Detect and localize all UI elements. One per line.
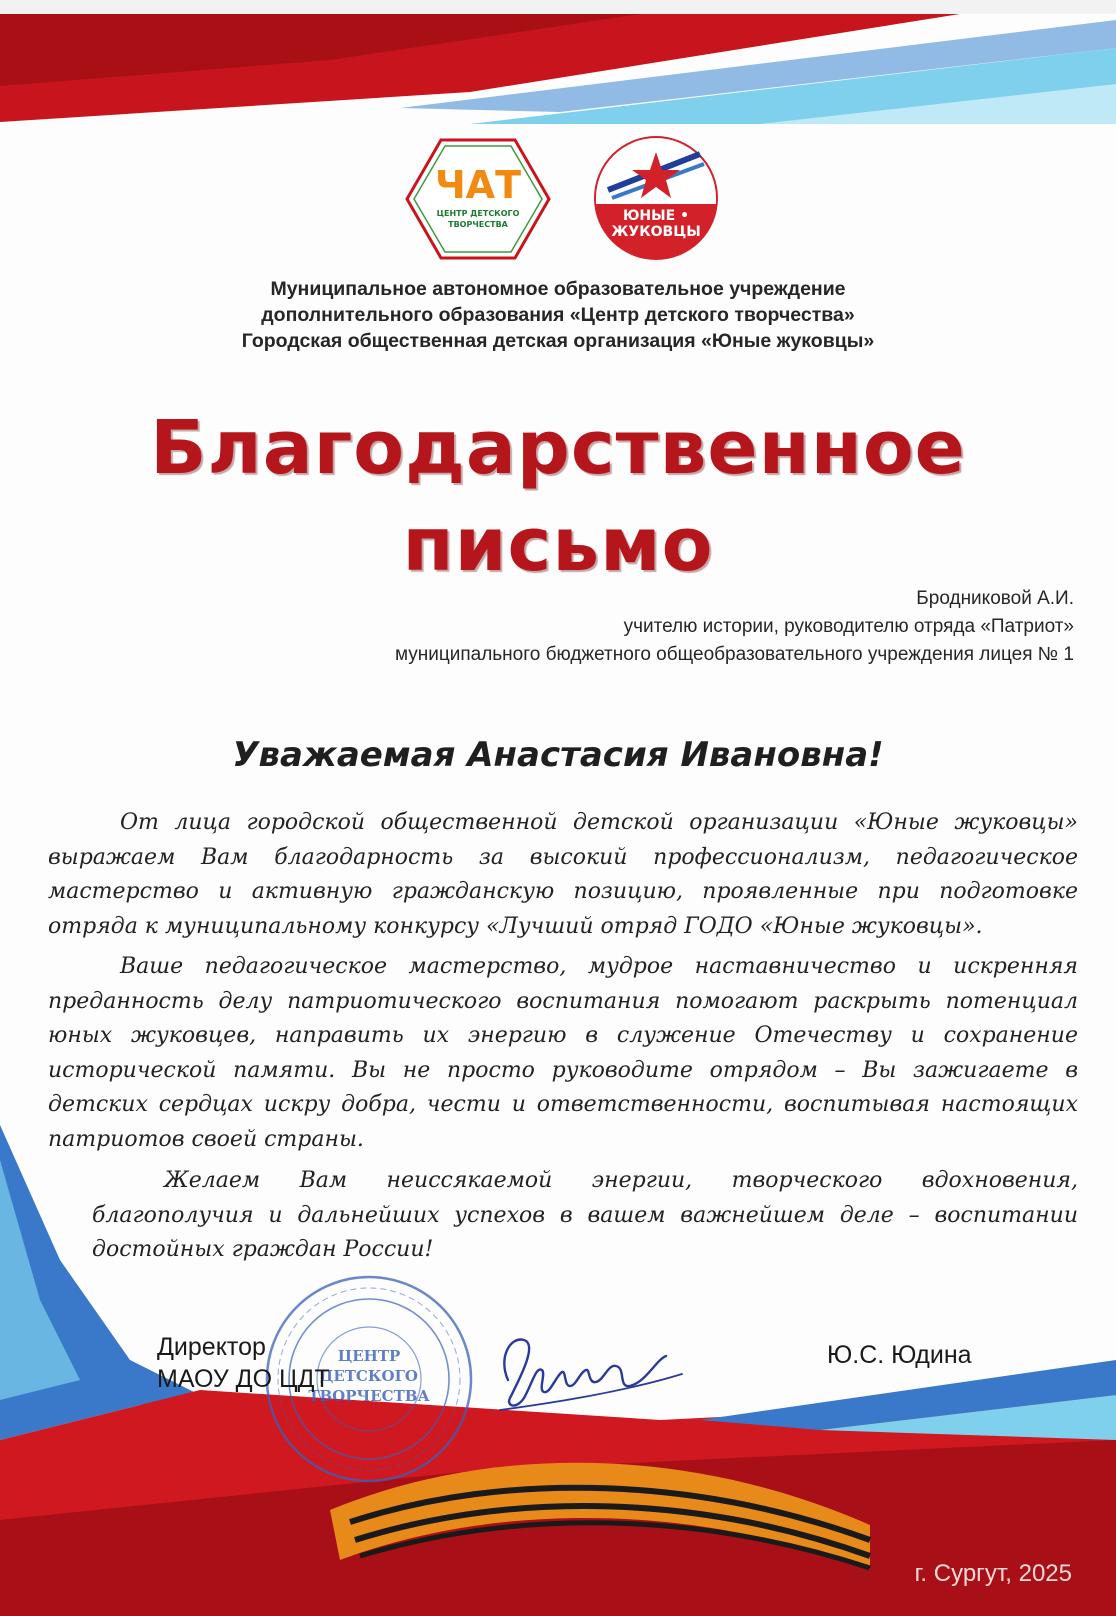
body-paragraph-2: Ваше педагогическое мастерство, мудрое наставничество и искренняя преданность делу патриотического воспитания помогают раскрыть потенциал юных жуковцев, направить их энергию в служение Отечеству и сохранение исторической памяти. Вы не просто руководите отрядом – Вы зажигаете в детских сердцах искру добра, чести и ответственности, воспитывая настоящих патриотов своей страны. [48,954,1078,1152]
signature [480,1318,690,1428]
svg-text:ЮНЫЕ •: ЮНЫЕ • [622,208,690,224]
director-organization: МАОУ ДО ЦДТ [157,1365,330,1393]
city-year: г. Сургут, 2025 [914,1560,1072,1587]
svg-text:ЧАТ: ЧАТ [434,163,522,207]
body-paragraph-1: От лица городской общественной детской организации «Юные жуковцы» выражаем Вам благодарность за высокий профессионализм, педагогическое мастерство и активную гражданскую позицию, проявленные при подготовке отряда к муниципальному конкурсу «Лучший отряд ГОДО «Юные жуковцы». [48,810,1078,939]
director-name: Ю.С. Юдина [827,1341,972,1369]
svg-text:ЦЕНТР ДЕТСКОГО: ЦЕНТР ДЕТСКОГО [436,209,520,218]
recipient-institution: муниципального бюджетного общеобразовательного учреждения лицея № 1 [394,644,1074,665]
header-line-2: дополнительного образования «Центр детского творчества» [261,304,855,326]
svg-text:ЖУКОВЦЫ: ЖУКОВЦЫ [611,224,701,240]
director-role: Директор [157,1333,266,1361]
director-title [157,1331,330,1395]
yunye-zhukovtsy-logo [590,132,722,264]
greeting: Уважаемая Анастасия Ивановна! [232,735,884,775]
svg-text:ЦЕНТР: ЦЕНТР [337,1347,401,1365]
recipient-position: учителю истории, руководителю отряда «Патриот» [623,616,1074,637]
header-line-3: Городская общественная детская организация «Юные жуковцы» [241,330,875,352]
document-title: Благодарственное [150,405,966,491]
header-line-1: Муниципальное автономное образовательное учреждение [270,278,846,300]
body-paragraph-3: Желаем Вам неиссякаемой энергии, творческого вдохновения, благополучия и дальнейших успехов в вашем важнейшем деле – воспитании достойных граждан России! [92,1168,1078,1262]
svg-text:ТВОРЧЕСТВА: ТВОРЧЕСТВА [448,220,508,229]
document-title-line2: письмо [402,502,714,588]
recipient-name: Бродниковой А.И. [916,588,1074,609]
cdt-logo [405,136,551,262]
svg-text:ТВОРЧЕСТВА: ТВОРЧЕСТВА [308,1387,430,1405]
svg-text:ДЕТСКОГО: ДЕТСКОГО [319,1367,419,1385]
